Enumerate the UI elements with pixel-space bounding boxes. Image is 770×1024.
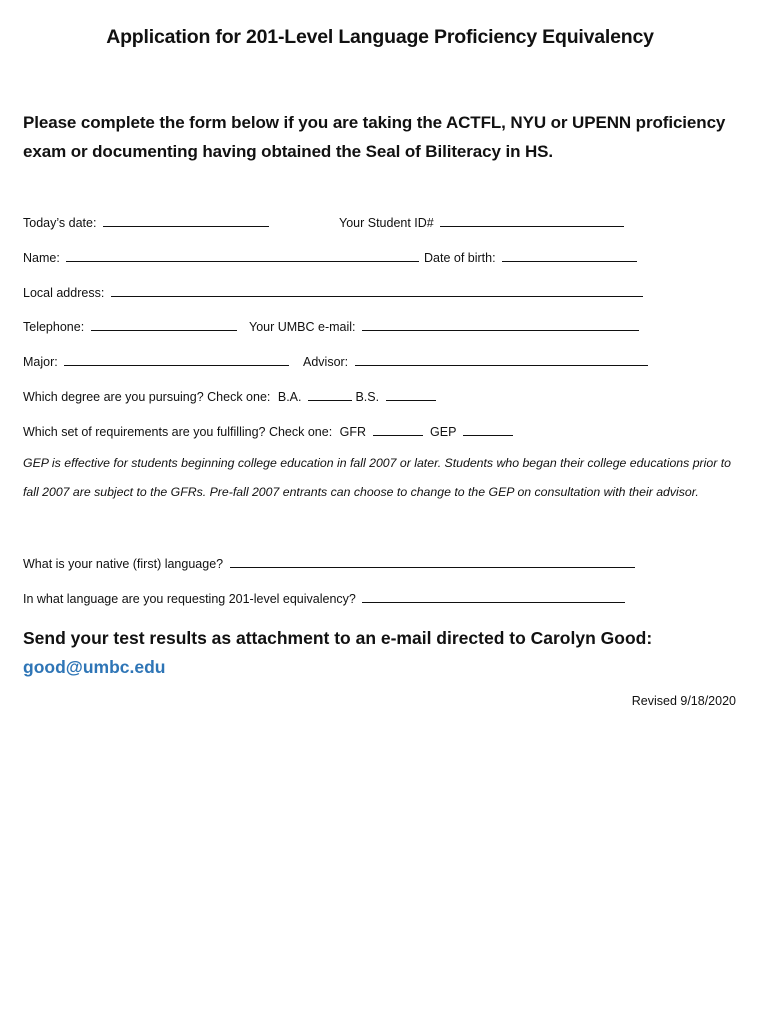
native-language-label: What is your native (first) language? xyxy=(23,557,224,571)
revised-date: Revised 9/18/2020 xyxy=(631,694,736,708)
req-gfr-label: GFR xyxy=(339,425,367,439)
dob-field[interactable] xyxy=(502,250,637,262)
row-requirements xyxy=(23,424,513,440)
req-gep-label: GEP xyxy=(430,425,457,439)
requirements-label: Which set of requirements are you fulfilling? Check one: xyxy=(23,425,333,439)
contact-email-link[interactable]: good@umbc.edu xyxy=(23,657,166,677)
requested-language-field[interactable] xyxy=(362,591,625,603)
row-umbc-email xyxy=(249,319,639,335)
gep-note: GEP is effective for students beginning college education in fall 2007 or later. Students who began their college educations prior to fall 2007 are subject to the GFRs. Pre-fall 2007 entrants can choose to change to the GEP on consultation with their advisor. xyxy=(23,456,731,499)
row-dob xyxy=(424,250,637,266)
degree-ba-checkbox[interactable] xyxy=(308,389,352,401)
todays-date-label: Today’s date: xyxy=(23,216,97,230)
student-id-field[interactable] xyxy=(440,215,624,227)
row-student-id xyxy=(339,215,624,231)
row-telephone xyxy=(23,319,237,335)
major-field[interactable] xyxy=(64,354,289,366)
row-name xyxy=(23,250,419,266)
row-degree xyxy=(23,389,436,405)
req-gep-checkbox[interactable] xyxy=(463,424,513,436)
degree-bs-label: B.S. xyxy=(355,390,380,404)
native-language-field[interactable] xyxy=(230,556,635,568)
dob-label: Date of birth: xyxy=(424,251,496,265)
row-advisor xyxy=(303,354,648,370)
requested-language-label: In what language are you requesting 201-level equivalency? xyxy=(23,592,356,606)
degree-ba-label: B.A. xyxy=(277,390,302,404)
form-title: Application for 201-Level Language Proficiency Equivalency xyxy=(106,26,654,48)
umbc-email-field[interactable] xyxy=(362,319,639,331)
todays-date-field[interactable] xyxy=(103,215,269,227)
name-field[interactable] xyxy=(66,250,419,262)
student-id-label: Your Student ID# xyxy=(339,216,434,230)
degree-label: Which degree are you pursuing? Check one: xyxy=(23,390,271,404)
local-address-label: Local address: xyxy=(23,286,105,300)
local-address-field[interactable] xyxy=(111,285,643,297)
advisor-field[interactable] xyxy=(355,354,648,366)
telephone-field[interactable] xyxy=(91,319,237,331)
degree-bs-checkbox[interactable] xyxy=(386,389,436,401)
send-text: Send your test results as attachment to an e-mail directed to Carolyn Good: xyxy=(23,628,653,648)
row-date-id xyxy=(23,215,269,231)
send-instructions xyxy=(23,624,743,682)
form-instructions: Please complete the form below if you are taking the ACTFL, NYU or UPENN proficiency exam or documenting having obtained the Seal of Biliteracy in HS. xyxy=(23,113,726,161)
req-gfr-checkbox[interactable] xyxy=(373,424,423,436)
major-label: Major: xyxy=(23,355,58,369)
row-major xyxy=(23,354,289,370)
row-native-language xyxy=(23,556,635,572)
row-local-address xyxy=(23,285,643,301)
umbc-email-label: Your UMBC e-mail: xyxy=(249,320,356,334)
name-label: Name: xyxy=(23,251,60,265)
advisor-label: Advisor: xyxy=(303,355,349,369)
row-requested-language xyxy=(23,591,625,607)
telephone-label: Telephone: xyxy=(23,320,85,334)
